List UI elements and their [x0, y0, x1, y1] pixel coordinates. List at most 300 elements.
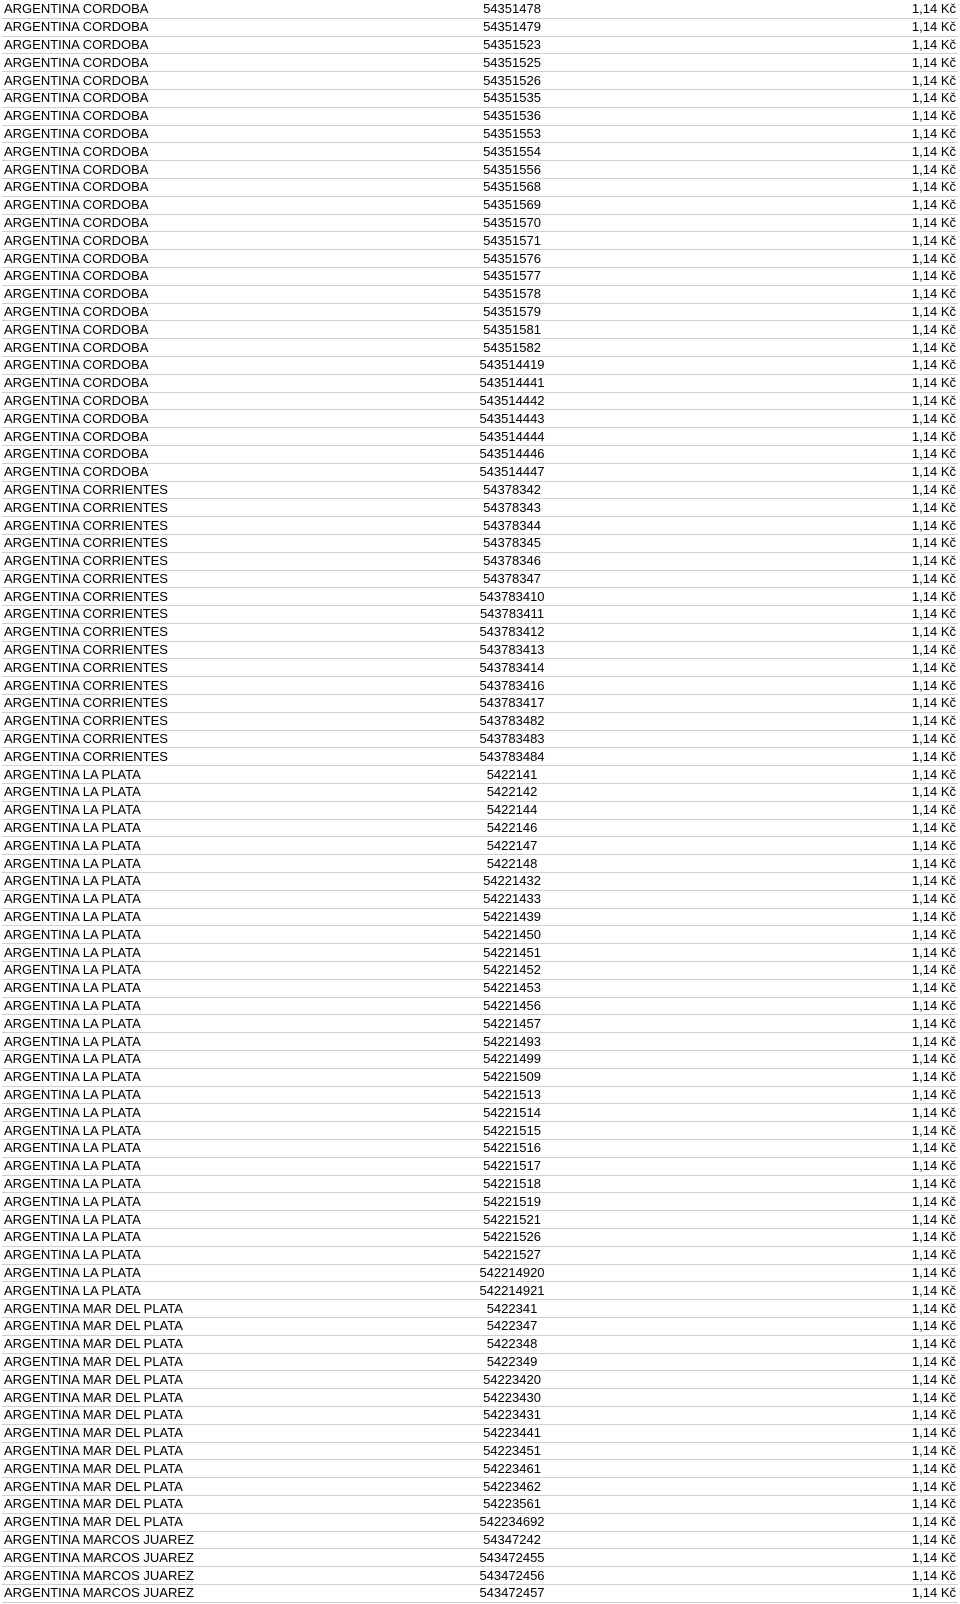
prefix-code-cell: 542214921 — [362, 1282, 662, 1300]
table-row — [2, 926, 958, 944]
destination-cell: ARGENTINA CORDOBA — [2, 285, 362, 303]
prefix-code-cell: 5422348 — [362, 1335, 662, 1353]
destination-cell: ARGENTINA MAR DEL PLATA — [2, 1389, 362, 1407]
prefix-code-cell: 54351571 — [362, 232, 662, 250]
destination-cell: ARGENTINA MAR DEL PLATA — [2, 1300, 362, 1318]
price-cell: 1,14 Kč — [662, 1157, 958, 1175]
price-cell: 1,14 Kč — [662, 1246, 958, 1264]
destination-cell: ARGENTINA MAR DEL PLATA — [2, 1335, 362, 1353]
price-cell: 1,14 Kč — [662, 339, 958, 357]
destination-cell: ARGENTINA LA PLATA — [2, 1246, 362, 1264]
table-row — [2, 1371, 958, 1389]
prefix-code-cell: 543783413 — [362, 641, 662, 659]
table-row — [2, 1264, 958, 1282]
destination-cell: ARGENTINA LA PLATA — [2, 1033, 362, 1051]
destination-cell: ARGENTINA MAR DEL PLATA — [2, 1371, 362, 1389]
prefix-code-cell: 543783414 — [362, 659, 662, 677]
prefix-code-cell: 54221515 — [362, 1122, 662, 1140]
destination-cell: ARGENTINA LA PLATA — [2, 890, 362, 908]
table-row — [2, 819, 958, 837]
destination-cell: ARGENTINA MAR DEL PLATA — [2, 1442, 362, 1460]
destination-cell: ARGENTINA LA PLATA — [2, 997, 362, 1015]
prefix-code-cell: 54351556 — [362, 161, 662, 179]
price-cell: 1,14 Kč — [662, 89, 958, 107]
price-cell: 1,14 Kč — [662, 1584, 958, 1602]
price-cell: 1,14 Kč — [662, 1424, 958, 1442]
prefix-code-cell: 54221509 — [362, 1068, 662, 1086]
prefix-code-cell: 54351535 — [362, 89, 662, 107]
destination-cell: ARGENTINA LA PLATA — [2, 1140, 362, 1158]
prefix-code-cell: 5422148 — [362, 855, 662, 873]
prefix-code-cell: 54221432 — [362, 873, 662, 891]
price-cell: 1,14 Kč — [662, 1033, 958, 1051]
table-row — [2, 1549, 958, 1567]
table-row — [2, 677, 958, 695]
destination-cell: ARGENTINA LA PLATA — [2, 1193, 362, 1211]
price-cell: 1,14 Kč — [662, 1460, 958, 1478]
table-row — [2, 659, 958, 677]
prefix-code-cell: 5422144 — [362, 801, 662, 819]
prefix-code-cell: 54378347 — [362, 570, 662, 588]
price-cell: 1,14 Kč — [662, 534, 958, 552]
price-cell: 1,14 Kč — [662, 552, 958, 570]
prefix-code-cell: 54221521 — [362, 1211, 662, 1229]
destination-cell: ARGENTINA MAR DEL PLATA — [2, 1353, 362, 1371]
price-cell: 1,14 Kč — [662, 428, 958, 446]
destination-cell: ARGENTINA LA PLATA — [2, 1175, 362, 1193]
destination-cell: ARGENTINA LA PLATA — [2, 908, 362, 926]
table-row — [2, 285, 958, 303]
table-row — [2, 641, 958, 659]
table-row — [2, 855, 958, 873]
price-cell: 1,14 Kč — [662, 107, 958, 125]
table-row — [2, 374, 958, 392]
prefix-code-cell: 54351582 — [362, 339, 662, 357]
price-cell: 1,14 Kč — [662, 1335, 958, 1353]
prefix-code-cell: 5422349 — [362, 1353, 662, 1371]
table-row — [2, 463, 958, 481]
table-row — [2, 1282, 958, 1300]
prefix-code-cell: 543514443 — [362, 410, 662, 428]
table-row — [2, 908, 958, 926]
destination-cell: ARGENTINA CORDOBA — [2, 232, 362, 250]
prefix-code-cell: 543783483 — [362, 730, 662, 748]
destination-cell: ARGENTINA CORRIENTES — [2, 499, 362, 517]
price-cell: 1,14 Kč — [662, 1140, 958, 1158]
destination-cell: ARGENTINA LA PLATA — [2, 1086, 362, 1104]
destination-cell: ARGENTINA CORDOBA — [2, 178, 362, 196]
table-row — [2, 1122, 958, 1140]
price-cell: 1,14 Kč — [662, 1211, 958, 1229]
table-row — [2, 1478, 958, 1496]
prefix-code-cell: 5422341 — [362, 1300, 662, 1318]
destination-cell: ARGENTINA LA PLATA — [2, 819, 362, 837]
prefix-code-cell: 542234692 — [362, 1513, 662, 1531]
table-row — [2, 606, 958, 624]
prefix-code-cell: 543783417 — [362, 695, 662, 713]
table-row — [2, 1068, 958, 1086]
price-cell: 1,14 Kč — [662, 18, 958, 36]
price-cell: 1,14 Kč — [662, 72, 958, 90]
destination-cell: ARGENTINA CORDOBA — [2, 54, 362, 72]
table-row — [2, 178, 958, 196]
price-cell: 1,14 Kč — [662, 926, 958, 944]
price-cell: 1,14 Kč — [662, 196, 958, 214]
price-cell: 1,14 Kč — [662, 1478, 958, 1496]
price-cell: 1,14 Kč — [662, 1567, 958, 1585]
prefix-code-cell: 54351579 — [362, 303, 662, 321]
price-cell: 1,14 Kč — [662, 1549, 958, 1567]
prefix-code-cell: 54221439 — [362, 908, 662, 926]
destination-cell: ARGENTINA CORRIENTES — [2, 481, 362, 499]
prefix-code-cell: 543472457 — [362, 1584, 662, 1602]
table-row — [2, 588, 958, 606]
destination-cell: ARGENTINA CORDOBA — [2, 374, 362, 392]
prefix-code-cell: 54221433 — [362, 890, 662, 908]
table-row — [2, 1157, 958, 1175]
price-cell: 1,14 Kč — [662, 695, 958, 713]
price-cell: 1,14 Kč — [662, 36, 958, 54]
table-row — [2, 481, 958, 499]
price-cell: 1,14 Kč — [662, 1300, 958, 1318]
table-row — [2, 712, 958, 730]
table-row — [2, 1300, 958, 1318]
table-row — [2, 801, 958, 819]
prefix-code-cell: 543783482 — [362, 712, 662, 730]
price-cell: 1,14 Kč — [662, 1015, 958, 1033]
prefix-code-cell: 543783410 — [362, 588, 662, 606]
table-row — [2, 196, 958, 214]
prefix-code-cell: 5422146 — [362, 819, 662, 837]
prefix-code-cell: 543783484 — [362, 748, 662, 766]
prefix-code-cell: 543514446 — [362, 445, 662, 463]
price-cell: 1,14 Kč — [662, 1228, 958, 1246]
prefix-code-cell: 54351553 — [362, 125, 662, 143]
destination-cell: ARGENTINA CORRIENTES — [2, 606, 362, 624]
prefix-code-cell: 54351576 — [362, 250, 662, 268]
price-cell: 1,14 Kč — [662, 445, 958, 463]
table-row — [2, 1513, 958, 1531]
destination-cell: ARGENTINA CORRIENTES — [2, 588, 362, 606]
price-cell: 1,14 Kč — [662, 1389, 958, 1407]
table-row — [2, 54, 958, 72]
table-row — [2, 1193, 958, 1211]
destination-cell: ARGENTINA CORDOBA — [2, 107, 362, 125]
price-cell: 1,14 Kč — [662, 588, 958, 606]
destination-cell: ARGENTINA LA PLATA — [2, 837, 362, 855]
table-row — [2, 623, 958, 641]
price-cell: 1,14 Kč — [662, 267, 958, 285]
table-row — [2, 1246, 958, 1264]
table-row — [2, 445, 958, 463]
destination-cell: ARGENTINA LA PLATA — [2, 1122, 362, 1140]
table-row — [2, 997, 958, 1015]
price-cell: 1,14 Kč — [662, 641, 958, 659]
prefix-code-cell: 543514447 — [362, 463, 662, 481]
price-cell: 1,14 Kč — [662, 1086, 958, 1104]
table-row — [2, 748, 958, 766]
table-row — [2, 552, 958, 570]
table-row — [2, 36, 958, 54]
destination-cell: ARGENTINA CORDOBA — [2, 321, 362, 339]
destination-cell: ARGENTINA LA PLATA — [2, 1211, 362, 1229]
destination-cell: ARGENTINA LA PLATA — [2, 1228, 362, 1246]
price-cell: 1,14 Kč — [662, 712, 958, 730]
destination-cell: ARGENTINA LA PLATA — [2, 1157, 362, 1175]
price-cell: 1,14 Kč — [662, 392, 958, 410]
table-row — [2, 1211, 958, 1229]
price-cell: 1,14 Kč — [662, 321, 958, 339]
destination-cell: ARGENTINA CORRIENTES — [2, 659, 362, 677]
price-cell: 1,14 Kč — [662, 125, 958, 143]
prefix-code-cell: 54221453 — [362, 979, 662, 997]
destination-cell: ARGENTINA CORDOBA — [2, 410, 362, 428]
prefix-code-cell: 54223420 — [362, 1371, 662, 1389]
destination-cell: ARGENTINA MARCOS JUAREZ — [2, 1549, 362, 1567]
table-row — [2, 428, 958, 446]
rate-table-body — [2, 1, 958, 1602]
table-row — [2, 232, 958, 250]
destination-cell: ARGENTINA LA PLATA — [2, 766, 362, 784]
prefix-code-cell: 54351577 — [362, 267, 662, 285]
prefix-code-cell: 54223462 — [362, 1478, 662, 1496]
price-cell: 1,14 Kč — [662, 481, 958, 499]
destination-cell: ARGENTINA CORRIENTES — [2, 695, 362, 713]
destination-cell: ARGENTINA LA PLATA — [2, 1104, 362, 1122]
destination-cell: ARGENTINA MAR DEL PLATA — [2, 1513, 362, 1531]
prefix-code-cell: 543514442 — [362, 392, 662, 410]
destination-cell: ARGENTINA CORDOBA — [2, 214, 362, 232]
destination-cell: ARGENTINA CORDOBA — [2, 339, 362, 357]
prefix-code-cell: 54221516 — [362, 1140, 662, 1158]
price-cell: 1,14 Kč — [662, 1495, 958, 1513]
destination-cell: ARGENTINA CORRIENTES — [2, 534, 362, 552]
destination-cell: ARGENTINA CORDOBA — [2, 36, 362, 54]
destination-cell: ARGENTINA LA PLATA — [2, 784, 362, 802]
table-row — [2, 1353, 958, 1371]
table-row — [2, 161, 958, 179]
prefix-code-cell: 54223431 — [362, 1406, 662, 1424]
table-row — [2, 1406, 958, 1424]
table-row — [2, 1, 958, 18]
price-cell: 1,14 Kč — [662, 499, 958, 517]
table-row — [2, 962, 958, 980]
table-row — [2, 1104, 958, 1122]
prefix-code-cell: 543514441 — [362, 374, 662, 392]
prefix-code-cell: 54351568 — [362, 178, 662, 196]
prefix-code-cell: 54351536 — [362, 107, 662, 125]
table-row — [2, 1567, 958, 1585]
destination-cell: ARGENTINA MARCOS JUAREZ — [2, 1584, 362, 1602]
table-row — [2, 1086, 958, 1104]
table-row — [2, 18, 958, 36]
prefix-code-cell: 5422347 — [362, 1317, 662, 1335]
destination-cell: ARGENTINA CORDOBA — [2, 463, 362, 481]
prefix-code-cell: 543783416 — [362, 677, 662, 695]
prefix-code-cell: 54351554 — [362, 143, 662, 161]
price-cell: 1,14 Kč — [662, 784, 958, 802]
price-cell: 1,14 Kč — [662, 1513, 958, 1531]
destination-cell: ARGENTINA CORRIENTES — [2, 623, 362, 641]
price-cell: 1,14 Kč — [662, 303, 958, 321]
price-cell: 1,14 Kč — [662, 819, 958, 837]
table-row — [2, 125, 958, 143]
table-row — [2, 534, 958, 552]
table-row — [2, 1175, 958, 1193]
destination-cell: ARGENTINA MAR DEL PLATA — [2, 1460, 362, 1478]
table-row — [2, 1442, 958, 1460]
price-cell: 1,14 Kč — [662, 161, 958, 179]
destination-cell: ARGENTINA CORDOBA — [2, 356, 362, 374]
destination-cell: ARGENTINA CORRIENTES — [2, 641, 362, 659]
price-cell: 1,14 Kč — [662, 1104, 958, 1122]
table-row — [2, 72, 958, 90]
prefix-code-cell: 54221519 — [362, 1193, 662, 1211]
prefix-code-cell: 54378342 — [362, 481, 662, 499]
destination-cell: ARGENTINA MARCOS JUAREZ — [2, 1567, 362, 1585]
table-row — [2, 356, 958, 374]
price-cell: 1,14 Kč — [662, 570, 958, 588]
price-cell: 1,14 Kč — [662, 855, 958, 873]
destination-cell: ARGENTINA LA PLATA — [2, 1264, 362, 1282]
table-row — [2, 267, 958, 285]
prefix-code-cell: 54378346 — [362, 552, 662, 570]
prefix-code-cell: 543472456 — [362, 1567, 662, 1585]
price-cell: 1,14 Kč — [662, 1442, 958, 1460]
destination-cell: ARGENTINA LA PLATA — [2, 979, 362, 997]
prefix-code-cell: 5422142 — [362, 784, 662, 802]
destination-cell: ARGENTINA LA PLATA — [2, 962, 362, 980]
price-cell: 1,14 Kč — [662, 1068, 958, 1086]
table-row — [2, 214, 958, 232]
prefix-code-cell: 5422141 — [362, 766, 662, 784]
destination-cell: ARGENTINA CORRIENTES — [2, 517, 362, 535]
prefix-code-cell: 54221493 — [362, 1033, 662, 1051]
price-cell: 1,14 Kč — [662, 1282, 958, 1300]
price-cell: 1,14 Kč — [662, 1051, 958, 1069]
destination-cell: ARGENTINA CORDOBA — [2, 267, 362, 285]
table-row — [2, 321, 958, 339]
prefix-code-cell: 54351570 — [362, 214, 662, 232]
prefix-code-cell: 54351526 — [362, 72, 662, 90]
price-cell: 1,14 Kč — [662, 178, 958, 196]
destination-cell: ARGENTINA LA PLATA — [2, 855, 362, 873]
price-cell: 1,14 Kč — [662, 214, 958, 232]
price-cell: 1,14 Kč — [662, 890, 958, 908]
destination-cell: ARGENTINA LA PLATA — [2, 873, 362, 891]
price-cell: 1,14 Kč — [662, 1531, 958, 1549]
destination-cell: ARGENTINA MAR DEL PLATA — [2, 1424, 362, 1442]
price-cell: 1,14 Kč — [662, 1371, 958, 1389]
price-cell: 1,14 Kč — [662, 143, 958, 161]
price-cell: 1,14 Kč — [662, 1175, 958, 1193]
table-row — [2, 1335, 958, 1353]
destination-cell: ARGENTINA CORDOBA — [2, 196, 362, 214]
destination-cell: ARGENTINA CORDOBA — [2, 392, 362, 410]
table-row — [2, 143, 958, 161]
prefix-code-cell: 54221457 — [362, 1015, 662, 1033]
prefix-code-cell: 54221526 — [362, 1228, 662, 1246]
prefix-code-cell: 54351578 — [362, 285, 662, 303]
destination-cell: ARGENTINA LA PLATA — [2, 1015, 362, 1033]
prefix-code-cell: 54221452 — [362, 962, 662, 980]
destination-cell: ARGENTINA CORDOBA — [2, 72, 362, 90]
price-cell: 1,14 Kč — [662, 250, 958, 268]
price-cell: 1,14 Kč — [662, 463, 958, 481]
prefix-code-cell: 54378345 — [362, 534, 662, 552]
price-cell: 1,14 Kč — [662, 606, 958, 624]
table-row — [2, 339, 958, 357]
destination-cell: ARGENTINA MAR DEL PLATA — [2, 1495, 362, 1513]
destination-cell: ARGENTINA CORDOBA — [2, 1, 362, 18]
prefix-code-cell: 54351479 — [362, 18, 662, 36]
table-row — [2, 890, 958, 908]
prefix-code-cell: 54221514 — [362, 1104, 662, 1122]
prefix-code-cell: 54223441 — [362, 1424, 662, 1442]
table-row — [2, 1531, 958, 1549]
destination-cell: ARGENTINA CORDOBA — [2, 18, 362, 36]
table-row — [2, 944, 958, 962]
prefix-code-cell: 54351523 — [362, 36, 662, 54]
price-cell: 1,14 Kč — [662, 908, 958, 926]
price-cell: 1,14 Kč — [662, 410, 958, 428]
destination-cell: ARGENTINA LA PLATA — [2, 1282, 362, 1300]
destination-cell: ARGENTINA LA PLATA — [2, 944, 362, 962]
table-row — [2, 250, 958, 268]
prefix-code-cell: 54221518 — [362, 1175, 662, 1193]
price-cell: 1,14 Kč — [662, 766, 958, 784]
prefix-code-cell: 543514419 — [362, 356, 662, 374]
price-cell: 1,14 Kč — [662, 232, 958, 250]
prefix-code-cell: 54223561 — [362, 1495, 662, 1513]
destination-cell: ARGENTINA CORRIENTES — [2, 552, 362, 570]
destination-cell: ARGENTINA CORDOBA — [2, 445, 362, 463]
destination-cell: ARGENTINA LA PLATA — [2, 1068, 362, 1086]
prefix-code-cell: 54378343 — [362, 499, 662, 517]
destination-cell: ARGENTINA CORDOBA — [2, 161, 362, 179]
price-cell: 1,14 Kč — [662, 801, 958, 819]
prefix-code-cell: 543783411 — [362, 606, 662, 624]
table-row — [2, 1460, 958, 1478]
destination-cell: ARGENTINA MAR DEL PLATA — [2, 1478, 362, 1496]
price-cell: 1,14 Kč — [662, 54, 958, 72]
destination-cell: ARGENTINA CORRIENTES — [2, 570, 362, 588]
table-row — [2, 89, 958, 107]
prefix-code-cell: 54221513 — [362, 1086, 662, 1104]
prefix-code-cell: 543783412 — [362, 623, 662, 641]
prefix-code-cell: 54221527 — [362, 1246, 662, 1264]
table-row — [2, 873, 958, 891]
price-cell: 1,14 Kč — [662, 748, 958, 766]
price-cell: 1,14 Kč — [662, 944, 958, 962]
prefix-code-cell: 54347242 — [362, 1531, 662, 1549]
table-row — [2, 1140, 958, 1158]
table-row — [2, 303, 958, 321]
prefix-code-cell: 54223430 — [362, 1389, 662, 1407]
price-cell: 1,14 Kč — [662, 374, 958, 392]
rate-table — [2, 1, 958, 1603]
destination-cell: ARGENTINA MAR DEL PLATA — [2, 1317, 362, 1335]
price-cell: 1,14 Kč — [662, 873, 958, 891]
prefix-code-cell: 54221451 — [362, 944, 662, 962]
price-cell: 1,14 Kč — [662, 1193, 958, 1211]
price-cell: 1,14 Kč — [662, 623, 958, 641]
price-cell: 1,14 Kč — [662, 1353, 958, 1371]
table-row — [2, 410, 958, 428]
price-cell: 1,14 Kč — [662, 285, 958, 303]
destination-cell: ARGENTINA MAR DEL PLATA — [2, 1406, 362, 1424]
table-row — [2, 730, 958, 748]
